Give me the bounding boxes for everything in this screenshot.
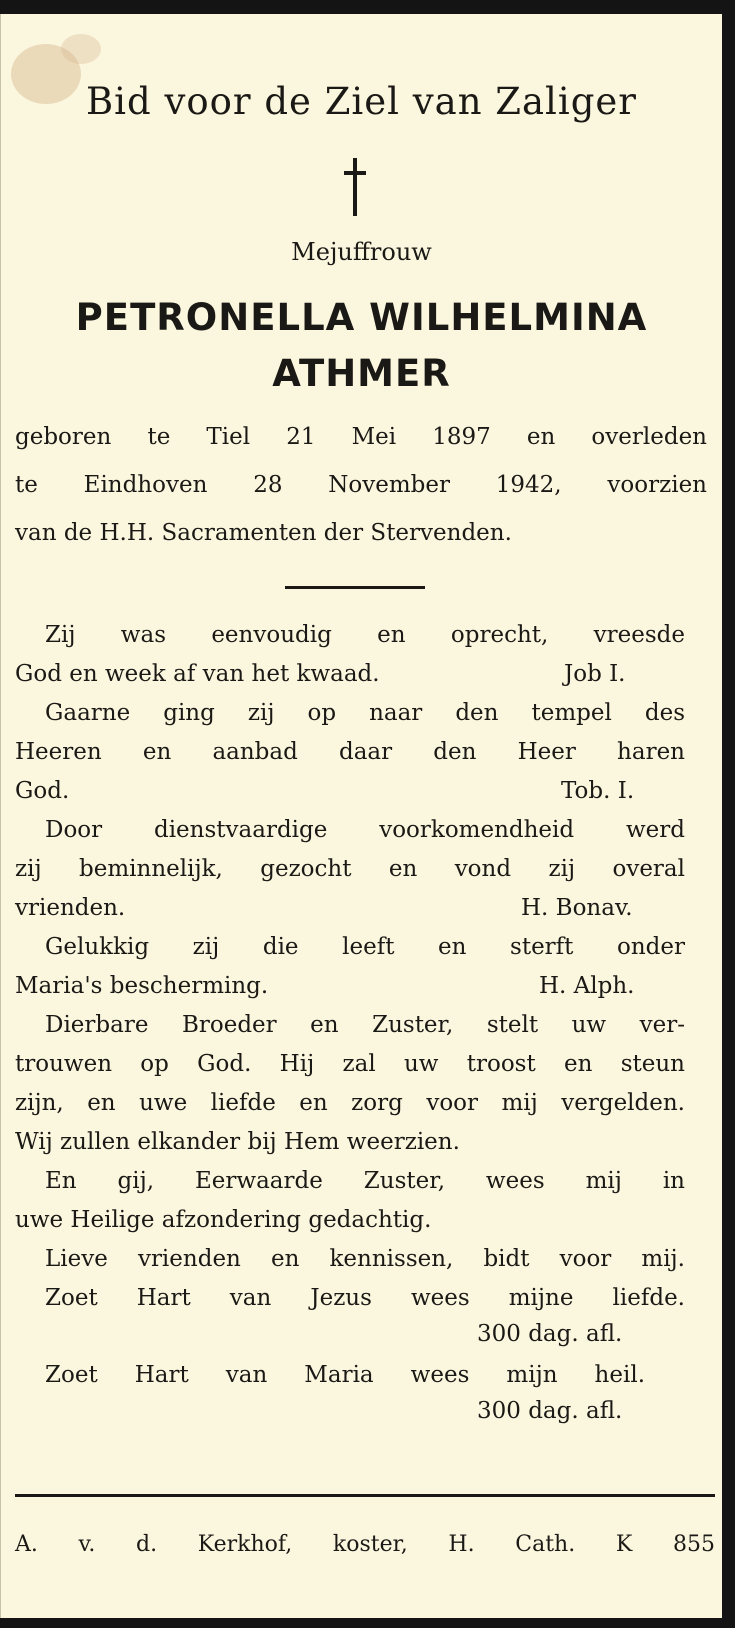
- verse-line: vrienden.: [15, 895, 126, 921]
- verse-line: God en week af van het kwaad.: [15, 661, 380, 687]
- deceased-first-names: PETRONELLA WILHELMINA: [75, 296, 648, 339]
- honorific-title: Mejuffrouw: [291, 238, 432, 266]
- verse-line: Lieve vrienden en kennissen, bidt voor mij.: [45, 1246, 685, 1272]
- verse-line: Gaarne ging zij op naar den tempel des: [45, 700, 685, 726]
- bio-line-birth: geboren te Tiel 21 Mei 1897 en overleden: [15, 424, 707, 450]
- verse-reference: H. Bonav.: [521, 895, 633, 921]
- verse-line: Gelukkig zij die leeft en sterft onder: [45, 934, 685, 960]
- memorial-card: [0, 14, 722, 1618]
- verse-line: Maria's bescherming.: [15, 973, 269, 999]
- verse-line: En gij, Eerwaarde Zuster, wees mij in: [45, 1168, 685, 1194]
- verse-line: zijn, en uwe liefde en zorg voor mij vergelden.: [15, 1090, 685, 1116]
- indulgence-days: 300 dag. afl.: [477, 1321, 623, 1347]
- verse-line: Dierbare Broeder en Zuster, stelt uw ver-: [45, 1012, 685, 1038]
- verse-reference: Tob. I.: [561, 778, 635, 804]
- verse-line: Wij zullen elkander bij Hem weerzien.: [15, 1129, 460, 1155]
- bio-line-sacraments: van de H.H. Sacramenten der Stervenden.: [15, 520, 512, 546]
- verse-reference: H. Alph.: [539, 973, 635, 999]
- verse-line: trouwen op God. Hij zal uw troost en steun: [15, 1051, 685, 1077]
- indulgence-prayer: Zoet Hart van Maria wees mijn heil.: [45, 1362, 645, 1388]
- printer-imprint: A. v. d. Kerkhof, koster, H. Cath. K 855: [15, 1532, 715, 1557]
- divider-long: [15, 1494, 715, 1497]
- verse-line: God.: [15, 778, 70, 804]
- indulgence-prayer: Zoet Hart van Jezus wees mijne liefde.: [45, 1285, 685, 1311]
- prayer-heading: Bid voor de Ziel van Zaliger: [85, 80, 637, 123]
- bio-line-death: te Eindhoven 28 November 1942, voorzien: [15, 472, 707, 498]
- verse-reference: Job I.: [564, 661, 626, 687]
- verse-line: zij beminnelijk, gezocht en vond zij overal: [15, 856, 685, 882]
- verse-line: Door dienstvaardige voorkomendheid werd: [45, 817, 685, 843]
- deceased-surname: ATHMER: [272, 352, 451, 395]
- verse-line: Zij was eenvoudig en oprecht, vreesde: [45, 622, 685, 648]
- verse-line: uwe Heilige afzondering gedachtig.: [15, 1207, 432, 1233]
- cross-icon: [344, 158, 366, 216]
- divider-short: [285, 586, 425, 589]
- indulgence-days: 300 dag. afl.: [477, 1398, 623, 1424]
- paper-stain: [61, 34, 101, 64]
- verse-line: Heeren en aanbad daar den Heer haren: [15, 739, 685, 765]
